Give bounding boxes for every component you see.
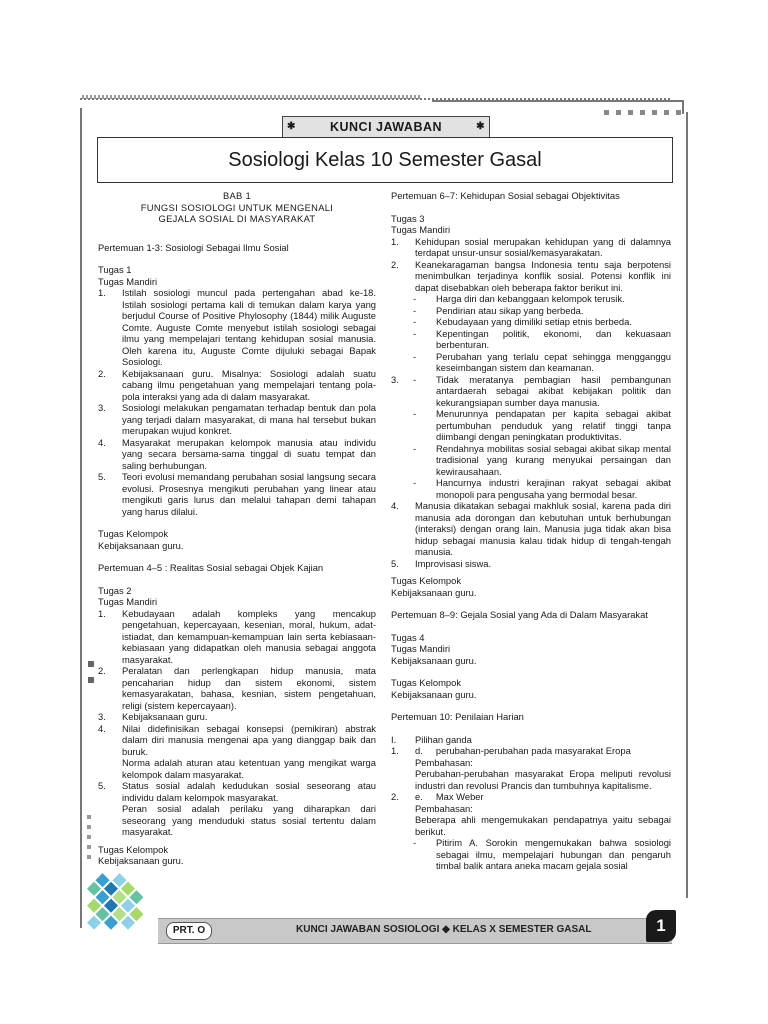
chapter-title: FUNGSI SOSIOLOGI UNTUK MENGENALI xyxy=(140,201,334,213)
list-item: 1. Kebudayaan adalah kompleks yang mencakup pengetahuan, kepercayaan, kesenian, moral, hukum, adat-istiadat, dan kemampuan-kemampuan lain serta kebiasaan-kebiasaan yang didapatkan oleh manusia sebagai anggota masyarakat. xyxy=(98,607,376,665)
frame-left-squares xyxy=(87,815,95,865)
sub-item: - Pitirim A. Sorokin mengemukakan bahwa sosiologi sebagai ilmu, mempelajari hubungan dan pengaruh timbal balik antara aneka macam gejala sosial xyxy=(413,837,671,871)
list-item: 3. Kebijaksanaan guru. xyxy=(98,711,208,722)
page-number: 1 xyxy=(646,910,676,942)
footer-title: KUNCI JAWABAN SOSIOLOGI ◆ KELAS X SEMESTER GASAL xyxy=(296,924,592,935)
list-item: 4. Manusia dikatakan sebagai makhluk sosial, karena pada diri manusia ada dorongan dan kebutuhan untuk berhubungan (interaksi) dengan orang lain. Manusia juga tidak akan bisa hidup sebagai manusia kalau tidak hidup di tengah-tengah manusia. xyxy=(391,500,671,557)
list-item-continuation: Peran sosial adalah perilaku yang diharapkan dari seseorang yang menduduki status sosial tertentu dalam masyarakat. xyxy=(122,803,376,837)
sub-item: 3. - Tidak meratanya pembagian hasil pembangunan antardaerah sebagai akibat kebijakan politik dan kekurangsiapan sumber daya manusia. xyxy=(391,373,671,408)
task-title: Tugas 3 xyxy=(391,212,425,224)
list-item: 1. d. perubahan-perubahan pada masyarakat Eropa xyxy=(391,745,631,756)
sub-item: - Harga diri dan kebanggaan kelompok terusik. xyxy=(413,293,625,304)
explanation-text: Perubahan-perubahan masyarakat Eropa meliputi revolusi industri dan revolusi Prancis dan tumbuhnya kapitalisme. xyxy=(415,768,671,791)
list-item: 5. Teori evolusi memandang perubahan sosial langsung secara evolusi. Prosesnya mengikuti perubahan yang linear atau mengikuti garis lurus dan melalui tahapan demi tahapan yang harus dilalui. xyxy=(98,471,376,517)
list-item: 4. Masyarakat merupakan kelompok manusia atau individu yang secara bersama-sama tinggal di suatu tempat dan saling berhubungan. xyxy=(98,436,376,471)
task-title: Tugas Kelompok xyxy=(98,843,169,855)
kunci-jawaban-badge xyxy=(282,116,490,138)
frame-top-squares xyxy=(604,102,688,120)
sub-item: - Hancurnya industri kerajinan rakyat sebagai akibat monopoli para pengusaha yang bermodal besar. xyxy=(413,477,671,500)
list-item: 2. e. Max Weber xyxy=(391,791,484,802)
task-title: Tugas 4 xyxy=(391,631,425,643)
chapter-number: BAB 1 xyxy=(222,190,252,201)
left-column xyxy=(98,190,376,867)
chapter-title: GEJALA SOSIAL DI MASYARAKAT xyxy=(158,213,316,224)
right-column xyxy=(391,190,671,872)
task-title: Tugas Kelompok xyxy=(391,575,462,586)
list-item: 2. Peralatan dan perlengkapan hidup manusia, mata pencaharian hidup dan sistem ekonomi, sistem kemasyarakatan, bahasa, kesnian, sistem pengetahuan, religi (sistem kepercayaan). xyxy=(98,665,376,711)
frame-marker xyxy=(88,661,94,667)
footer-code-badge: PRT. O xyxy=(166,922,212,940)
decorative-diamond-pattern xyxy=(56,872,166,962)
star-icon: ✱ xyxy=(476,121,485,132)
page-title: Sosiologi Kelas 10 Semester Gasal xyxy=(97,137,673,183)
section-heading: Pertemuan 10: Penilaian Harian xyxy=(391,711,524,722)
task-subtitle: Tugas Mandiri xyxy=(98,596,158,607)
task-subtitle: Tugas Mandiri xyxy=(391,224,451,235)
list-item: 4. Nilai didefinisikan sebagai konsepsi (pemikiran) abstrak dalam diri manusia mengenai apa yang dianggap baik dan buruk. xyxy=(98,722,376,757)
sub-item: - Pendirian atau sikap yang berbeda. xyxy=(413,304,584,316)
explanation-text: Beberapa ahli mengemukakan pendapatnya yaitu sebagai berikut. xyxy=(415,814,671,837)
list-item: 2. Kebijaksanaan guru. Misalnya: Sosiologi adalah suatu cabang ilmu pengetahuan yang mempelajari tentang pola-pola interaksi yang ada di dalam masyarakat. xyxy=(98,367,376,402)
list-item: 2. Keanekaragaman bangsa Indonesia tentu saja berpotensi menimbulkan terjadinya konflik sosial. Potensi konflik ini dapat disebabkan oleh beberapa faktor berikut ini. xyxy=(391,258,671,293)
sub-item: - Rendahnya mobilitas sosial sebagai akibat sikap mental tradisional yang kurang menyukai persaingan dan kewirausahaan. xyxy=(413,442,671,477)
task-title: Tugas Kelompok xyxy=(98,528,169,539)
answer-text: Kebijaksanaan guru. xyxy=(391,654,477,666)
answer-text: Kebijaksanaan guru. xyxy=(391,586,477,598)
list-item: 3. Sosiologi melakukan pengamatan terhadap bentuk dan pola yang terjadi dalam masyarakat, di mana hal tersebut bukan merupakan wujud konkret. xyxy=(98,402,376,436)
task-title: Tugas Kelompok xyxy=(391,677,462,688)
frame-marker xyxy=(88,677,94,683)
explanation-label: Pembahasan: xyxy=(415,802,473,814)
list-item: 5. Improvisasi siswa. xyxy=(391,557,492,569)
sub-item: - Menurunnya pendapatan per kapita sebagai akibat pertumbuhan penduduk yang relatif tinggi tanpa diimbangi dengan peningkatan produktivitas. xyxy=(413,408,671,442)
task-title: Tugas 1 xyxy=(98,264,132,275)
answer-text: Kebijaksanaan guru. xyxy=(98,855,184,866)
list-item: 1. Istilah sosiologi muncul pada pertengahan abad ke-18. Istilah sosiologi pertama kali di temukan dalam karya yang berjudul Course of Positive Phylosophy (1844) milik Auguste Comte. Auguste Comte menyebut istilah sosiologi sebagai ilmu yang mempelajari tentang kehidupan sosial manusia. Oleh karena itu, Auguste Comte dijuluki sebagai Bapak Sosiologi. xyxy=(98,287,376,367)
sub-item: - Kebudayaan yang dimiliki setiap etnis berbeda. xyxy=(413,316,632,327)
list-item-continuation: Norma adalah aturan atau ketentuan yang mengikat warga kelompok dalam masyarakat. xyxy=(122,757,376,780)
task-title: Tugas 2 xyxy=(98,584,132,596)
list-item: I. Pilihan ganda xyxy=(391,733,472,745)
section-heading: Pertemuan 1-3: Sosiologi Sebagai Ilmu Sosial xyxy=(98,241,289,253)
task-subtitle: Tugas Mandiri xyxy=(391,643,451,654)
section-heading: Pertemuan 6–7: Kehidupan Sosial sebagai Objektivitas xyxy=(391,190,620,201)
answer-text: Kebijaksanaan guru. xyxy=(391,688,477,700)
section-heading: Pertemuan 4–5 : Realitas Sosial sebagai Objek Kajian xyxy=(98,562,324,573)
answer-text: Kebijaksanaan guru. xyxy=(98,539,184,551)
section-heading: Pertemuan 8–9: Gejala Sosial yang Ada di Dalam Masyarakat xyxy=(391,609,648,620)
star-icon: ✱ xyxy=(287,121,296,132)
badge-label: KUNCI JAWABAN xyxy=(329,120,443,134)
list-item: 5. Status sosial adalah kedudukan sosial seseorang atau individu dalam kelompok masyarakat. xyxy=(98,780,376,803)
sub-item: - Kepentingan politik, ekonomi, dan kekuasaan berbenturan. xyxy=(413,327,671,350)
frame-left xyxy=(80,108,82,928)
explanation-label: Pembahasan: xyxy=(415,756,473,768)
task-subtitle: Tugas Mandiri xyxy=(98,275,158,287)
sub-item: - Perubahan yang terlalu cepat sehingga mengganggu keseimbangan sistem dan keamanan. xyxy=(413,350,671,373)
frame-right xyxy=(686,112,688,898)
list-item: 1. Kehidupan sosial merupakan kehidupan yang di dalamnya terdapat unsur-unsur sosial/kemasyarakatan. xyxy=(391,235,671,258)
